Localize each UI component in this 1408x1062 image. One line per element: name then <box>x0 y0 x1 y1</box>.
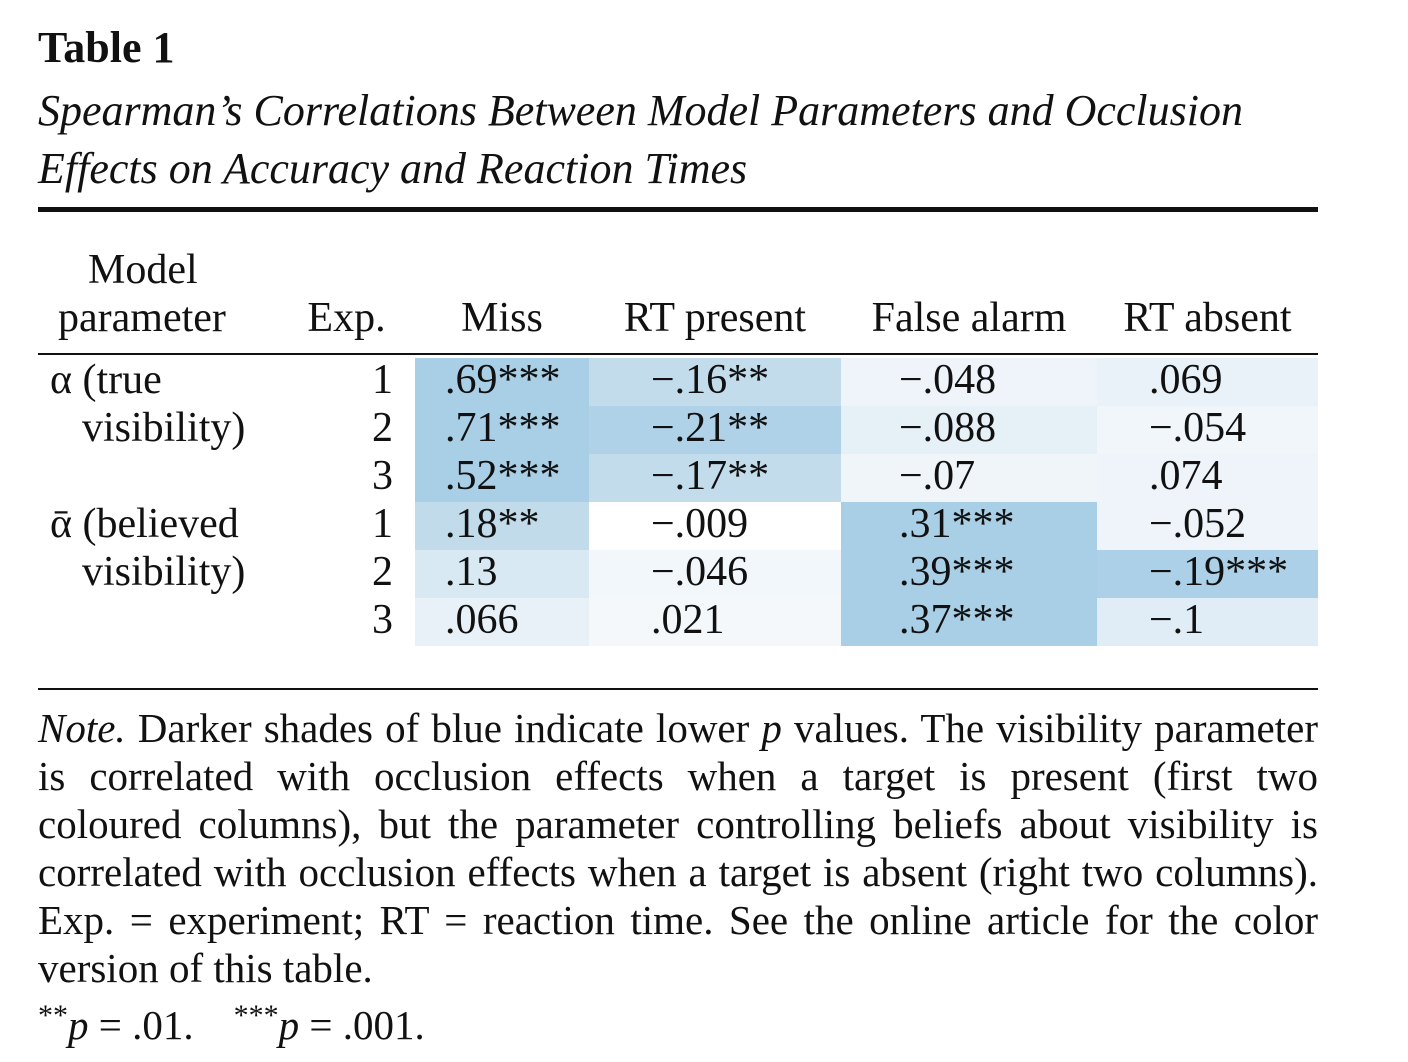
exp-number: 1 <box>372 357 393 403</box>
param-label: visibility) <box>82 405 246 451</box>
param-label: ᾱ (believed <box>50 501 239 547</box>
param-label: visibility) <box>82 549 246 595</box>
table-row <box>38 454 1318 502</box>
significance-footnote: **p = .01. ***p = .001. <box>38 999 425 1048</box>
false-alarm-cell: .39*** <box>841 550 1097 598</box>
header-row <box>38 232 1318 342</box>
top-rule <box>38 207 1318 212</box>
table-subtitle: Spearman’s Correlations Between Model Parameters and Occlusion Effects on Accuracy and Reaction Times <box>38 86 1243 193</box>
miss-cell: .71*** <box>415 406 589 454</box>
false-alarm-cell: .31*** <box>841 502 1097 550</box>
exp-number: 3 <box>372 597 393 643</box>
miss-cell: .52*** <box>415 454 589 502</box>
table-row <box>38 358 1318 406</box>
header-model-parameter: Model parameter <box>58 247 226 341</box>
table-title: Table 1 <box>38 23 175 72</box>
rt-present-cell: .021 <box>589 598 841 646</box>
correlation-table <box>38 232 1318 646</box>
bottom-rule <box>38 688 1318 690</box>
rt-absent-cell: −.054 <box>1097 406 1318 454</box>
table-note: Note. Darker shades of blue indicate lower p values. The visibility parameter is correlated with occlusion effects when a target is present (first two coloured columns), but the parameter controlling beliefs about visibility is correlated with occlusion effects when a target is absent (right two columns). Exp. = experiment; RT = reaction time. See the online article for the color version of this table. <box>38 705 1318 991</box>
param-label <box>38 598 278 646</box>
exp-number: 2 <box>372 549 393 595</box>
note-label: Note. <box>38 705 126 751</box>
table-row <box>38 550 1318 598</box>
rt-absent-cell: −.052 <box>1097 502 1318 550</box>
table-row <box>38 598 1318 646</box>
header-rt-present: RT present <box>623 295 807 341</box>
rt-absent-cell: −.19*** <box>1097 550 1318 598</box>
miss-cell: .066 <box>415 598 589 646</box>
rt-present-cell: −.16** <box>589 358 841 406</box>
false-alarm-cell: −.088 <box>841 406 1097 454</box>
rt-absent-cell: −.1 <box>1097 598 1318 646</box>
exp-number: 3 <box>372 453 393 499</box>
table-row <box>38 406 1318 454</box>
rt-absent-cell: .074 <box>1097 454 1318 502</box>
param-label: α (true <box>50 357 162 403</box>
header-miss: Miss <box>461 295 543 341</box>
miss-cell: .13 <box>415 550 589 598</box>
rt-present-cell: −.21** <box>589 406 841 454</box>
miss-cell: .69*** <box>415 358 589 406</box>
false-alarm-cell: .37*** <box>841 598 1097 646</box>
miss-cell: .18** <box>415 502 589 550</box>
header-rt-absent: RT absent <box>1123 295 1292 341</box>
header-false-alarm: False alarm <box>871 295 1067 341</box>
rt-absent-cell: .069 <box>1097 358 1318 406</box>
rt-present-cell: −.17** <box>589 454 841 502</box>
false-alarm-cell: −.07 <box>841 454 1097 502</box>
exp-number: 1 <box>372 501 393 547</box>
rt-present-cell: −.046 <box>589 550 841 598</box>
rt-present-cell: −.009 <box>589 502 841 550</box>
param-label <box>38 454 278 502</box>
exp-number: 2 <box>372 405 393 451</box>
table-row <box>38 502 1318 550</box>
header-exp: Exp. <box>307 295 386 341</box>
false-alarm-cell: −.048 <box>841 358 1097 406</box>
